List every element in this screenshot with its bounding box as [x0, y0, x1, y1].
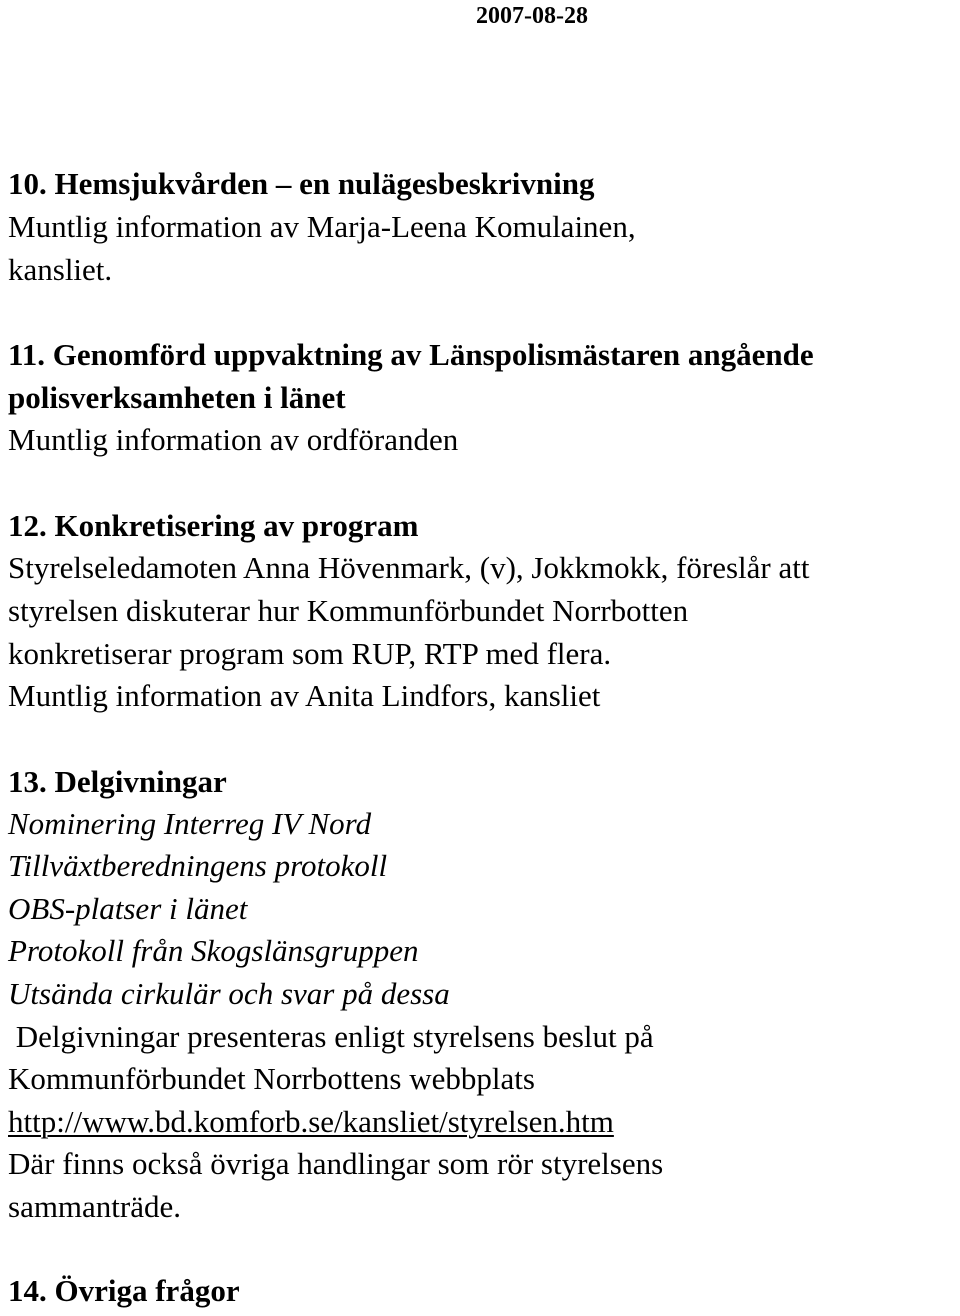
section-10-text-line: Muntlig information av Marja-Leena Komulainen, — [8, 209, 636, 244]
section-11-heading-continued: polisverksamheten i länet — [8, 380, 346, 415]
section-13-item: Protokoll från Skogslänsgruppen — [8, 933, 419, 968]
section-12-text-line: Muntlig information av Anita Lindfors, kansliet — [8, 678, 601, 713]
section-13-item: Tillväxtberedningens protokoll — [8, 848, 388, 883]
section-13-text-line: Delgivningar presenteras enligt styrelsens beslut på — [8, 1019, 654, 1054]
section-11-heading: 11. Genomförd uppvaktning av Länspolismästaren angående — [8, 337, 814, 372]
section-13-item: OBS-platser i länet — [8, 891, 248, 926]
section-14-heading: 14. Övriga frågor — [8, 1273, 240, 1308]
styrelsen-link[interactable]: http://www.bd.komforb.se/kansliet/styrelsen.htm — [8, 1104, 614, 1139]
section-13-item: Utsända cirkulär och svar på dessa — [8, 976, 450, 1011]
section-12-text-line: konkretiserar program som RUP, RTP med flera. — [8, 636, 612, 671]
section-13-text-line: Kommunförbundet Norrbottens webbplats — [8, 1061, 535, 1096]
section-13-heading: 13. Delgivningar — [8, 764, 227, 799]
section-13-item: Nominering Interreg IV Nord — [8, 806, 372, 841]
section-12-text-line: Styrelseledamoten Anna Hövenmark, (v), Jokkmokk, föreslår att — [8, 550, 810, 585]
document-date: 2007-08-28 — [476, 3, 588, 29]
section-12-heading: 12. Konkretisering av program — [8, 508, 419, 543]
section-12-text-line: styrelsen diskuterar hur Kommunförbundet Norrbotten — [8, 593, 689, 628]
section-13-text-line: sammanträde. — [8, 1189, 182, 1224]
section-13-text-line: Där finns också övriga handlingar som rör styrelsens — [8, 1146, 664, 1181]
section-10-heading: 10. Hemsjukvården – en nulägesbeskrivning — [8, 166, 595, 201]
section-10-text-line: kansliet. — [8, 252, 113, 287]
section-11-text-line: Muntlig information av ordföranden — [8, 422, 459, 457]
